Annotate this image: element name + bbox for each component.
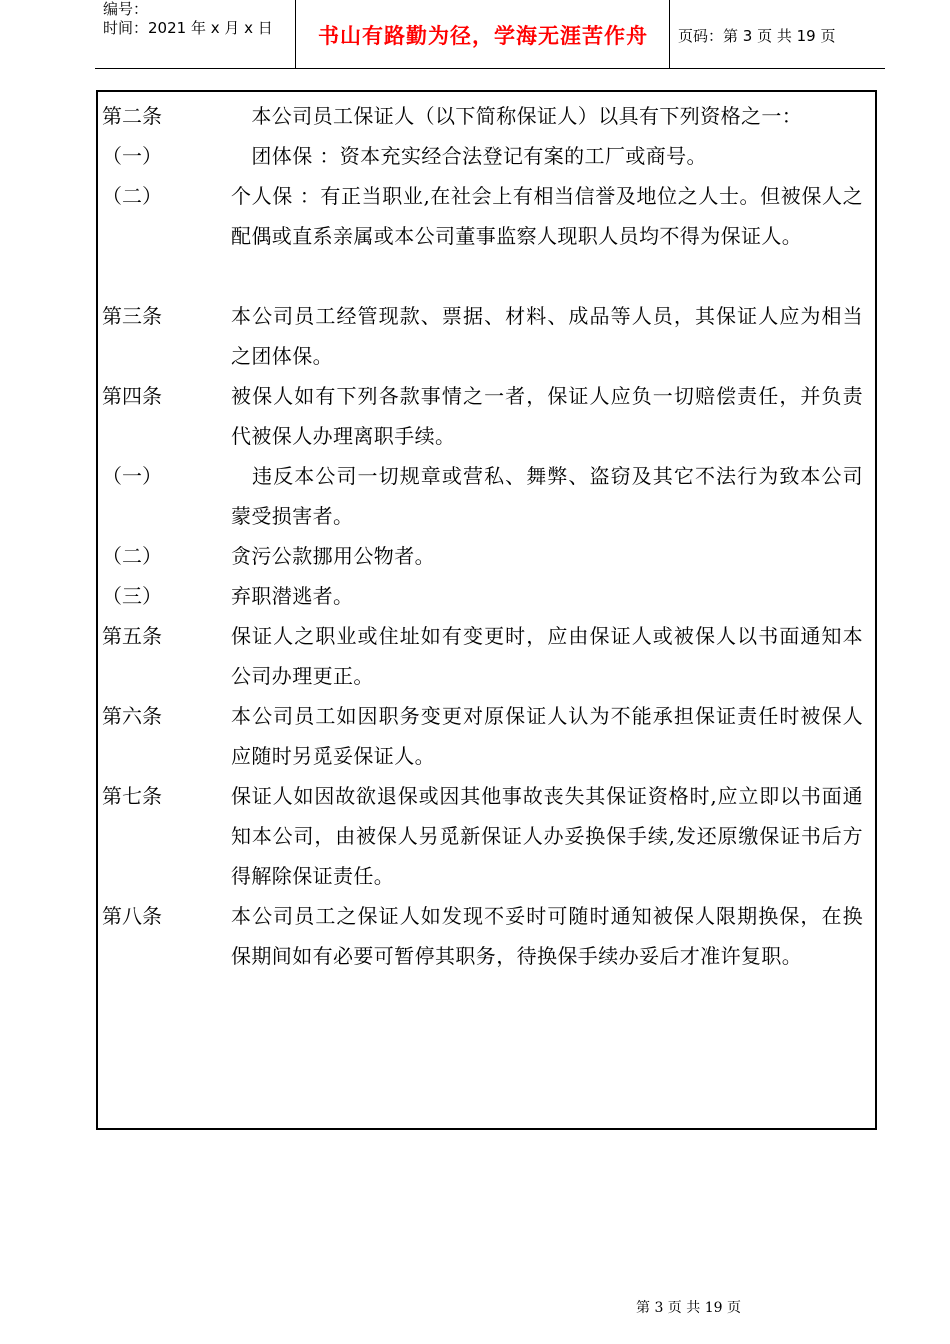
clause-label: （一） bbox=[102, 464, 162, 488]
clause-text: 保证人之职业或住址如有变更时，应由保证人或被保人以书面通知本公司办理更正。 bbox=[231, 624, 863, 688]
header-divider bbox=[669, 0, 670, 68]
clause-label: （一） bbox=[102, 144, 162, 168]
clause-text: 违反本公司一切规章或营私、舞弊、盗窃及其它不法行为致本公司蒙受损害者。 bbox=[231, 464, 863, 528]
clause-text: 本公司员工保证人（以下简称保证人）以具有下列资格之一： bbox=[231, 104, 803, 128]
clause-text: 团体保 ：资本充实经合法登记有案的工厂或商号。 bbox=[231, 144, 707, 168]
clause-label: 第八条 bbox=[102, 904, 162, 928]
clause-text: 贪污公款挪用公物者。 bbox=[231, 544, 435, 568]
header-meta bbox=[103, 0, 303, 38]
clause-label: （二） bbox=[102, 544, 162, 568]
clause-label: 第六条 bbox=[102, 704, 162, 728]
clause-label: 第三条 bbox=[102, 304, 162, 328]
clause-label: 第四条 bbox=[102, 384, 162, 408]
clause-text: 保证人如因故欲退保或因其他事故丧失其保证资格时,应立即以书面通知本公司，由被保人另觅新保证人办妥换保手续,发还原缴保证书后方得解除保证责任。 bbox=[231, 784, 863, 888]
header-divider bbox=[295, 0, 296, 68]
clause-label: 第五条 bbox=[102, 624, 162, 648]
clause-label: （二） bbox=[102, 184, 162, 208]
clause-label: 第七条 bbox=[102, 784, 162, 808]
page-footer: 第 3 页 共 19 页 bbox=[636, 1300, 741, 1316]
content-frame bbox=[96, 90, 877, 1130]
clause-text: 本公司员工如因职务变更对原保证人认为不能承担保证责任时被保人应随时另觅妥保证人。 bbox=[231, 704, 863, 768]
clause-text: 被保人如有下列各款事情之一者，保证人应负一切赔偿责任，并负责代被保人办理离职手续。 bbox=[231, 384, 863, 448]
document-number-label: 编号： bbox=[103, 0, 149, 18]
clause-text: 弃职潜逃者。 bbox=[231, 584, 354, 608]
clause-text: 个人保 ：有正当职业,在社会上有相当信誉及地位之人士。但被保人之配偶或直系亲属或本公司董事监察人现职人员均不得为保证人。 bbox=[231, 184, 863, 248]
header-page-number: 页码：第 3 页 共 19 页 bbox=[678, 27, 836, 45]
document-date-label: 时间：2021 年 x 月 x 日 bbox=[103, 19, 273, 37]
header-motto: 书山有路勤为径，学海无涯苦作舟 bbox=[318, 24, 648, 48]
clause-label: 第二条 bbox=[102, 104, 162, 128]
clause-label: （三） bbox=[102, 584, 162, 608]
clause-text: 本公司员工之保证人如发现不妥时可随时通知被保人限期换保，在换保期间如有必要可暂停其职务，待换保手续办妥后才准许复职。 bbox=[231, 904, 863, 968]
page-header bbox=[95, 0, 885, 69]
clause-text: 本公司员工经管现款、票据、材料、成品等人员，其保证人应为相当之团体保。 bbox=[231, 304, 863, 368]
